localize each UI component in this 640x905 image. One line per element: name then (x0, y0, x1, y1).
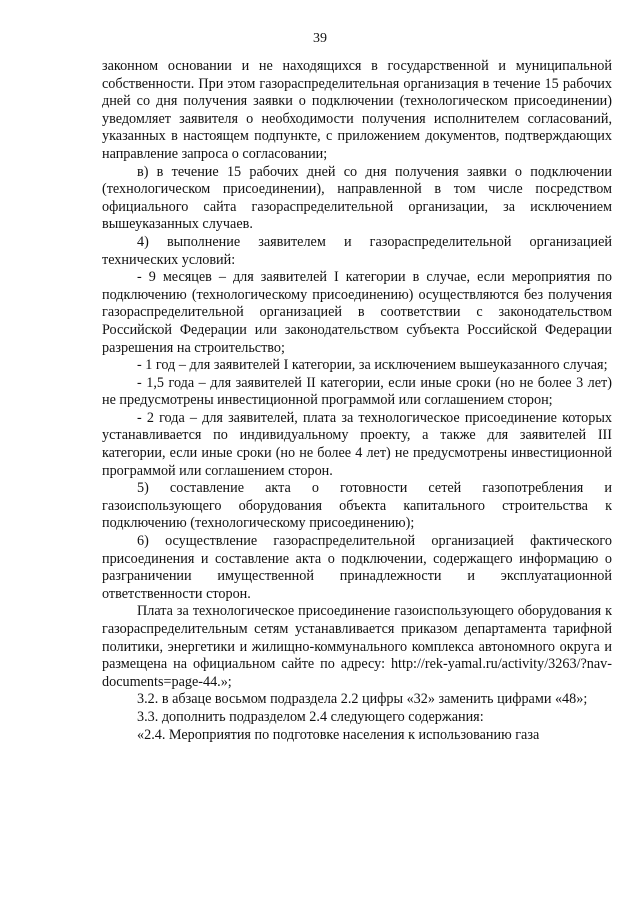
paragraph-term-9-months: - 9 месяцев – для заявителей I категории в случае, если мероприятия по подключению (технологическому присоединению) осуществляются без получения газораспределительной организацией в соответствии с законодательством Российской Федерации или законодательством субъекта Российской Федерации разрешения на строительство; (102, 269, 612, 356)
paragraph-fee: Плата за технологическое присоединение газоиспользующего оборудования к газораспределительным сетям устанавливается приказом департамента тарифной политики, энергетики и жилищно-коммунального комплекса автономного округа и размещена на официальном сайте по адресу: http://rek-yamal.ru/activity/3263/?nav-documents=page-44.»; (102, 603, 612, 690)
paragraph-item-4: 4) выполнение заявителем и газораспределительной организацией технических условий: (102, 233, 612, 268)
paragraph-item-6: 6) осуществление газораспределительной организацией фактического присоединения и составление акта о подключении, содержащего информацию о разграничении имущественной принадлежности и эксплуатационной ответственности сторон. (102, 533, 612, 602)
document-body (102, 58, 612, 744)
page-number: 39 (313, 31, 327, 46)
paragraph-term-2-years: - 2 года – для заявителей, плата за технологическое присоединение которых устанавливается по индивидуальному проекту, а также для заявителей III категории, если иные сроки (но не более 4 лет) не предусмотрены инвестиционной программой или соглашением сторон. (102, 409, 612, 479)
paragraph-term-1-5-years: - 1,5 года – для заявителей II категории, если иные сроки (но не более 3 лет) не предусмотрены инвестиционной программой или соглашением сторон; (102, 374, 612, 409)
paragraph-item-5: 5) составление акта о готовности сетей газопотребления и газоиспользующего оборудования объекта капитального строительства к подключению (технологическому присоединению); (102, 480, 612, 532)
paragraph-item-v: в) в течение 15 рабочих дней со дня получения заявки о подключении (технологическом присоединении), направленной в том числе посредством официального сайта газораспределительной организации, за исключением вышеуказанных случаев. (102, 163, 612, 233)
paragraph-2-4-heading: «2.4. Мероприятия по подготовке населения к использованию газа (137, 726, 540, 743)
paragraph-continuation: законном основании и не находящихся в государственной и муниципальной собственности. При этом газораспределительная организация в течение 15 рабочих дней со дня получения заявки о подключении (технологическом присоединении) уведомляет заявителя о необходимости получения исполнителем согласований, указанных в настоящем подпункте, с приложением документов, подтверждающих направление запроса о согласовании; (102, 58, 612, 162)
paragraph-term-1-year: - 1 год – для заявителей I категории, за исключением вышеуказанного случая; (137, 357, 608, 374)
paragraph-3-2: 3.2. в абзаце восьмом подраздела 2.2 цифры «32» заменить цифрами «48»; (137, 691, 588, 708)
paragraph-3-3: 3.3. дополнить подразделом 2.4 следующего содержания: (137, 708, 484, 725)
